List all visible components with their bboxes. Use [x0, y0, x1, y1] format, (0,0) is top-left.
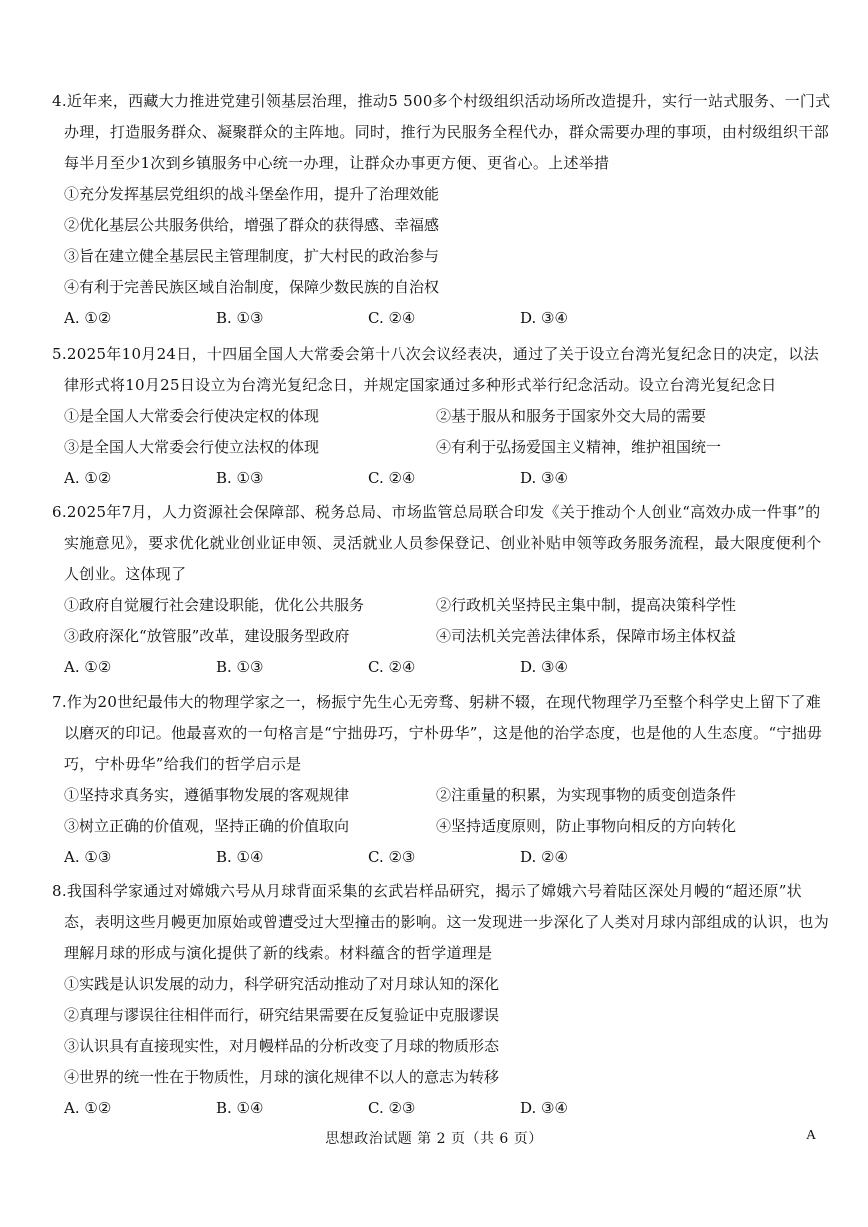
answer-b[interactable]: B. ①③: [216, 658, 264, 676]
option-4: ④世界的统一性在于物质性，月球的演化规律不以人的意志为转移: [64, 1068, 500, 1086]
option-row: [64, 621, 832, 652]
question-text: 近年来，西藏大力推进党建引领基层治理，推动5 500多个村级组织活动场所改造提升，实行一站式服务、一门式办理，打造服务群众、凝聚群众的主阵地。同时，推行为民服务全程代办，群众需要办理的事项，由村级组织干部每半月至少1次到乡镇服务中心统一办理，让群众办事更方便、更省心。上述举措: [64, 92, 831, 172]
option-4: ④坚持适度原则，防止事物向相反的方向转化: [436, 817, 737, 835]
answer-d[interactable]: D. ③④: [520, 309, 568, 327]
answer-c[interactable]: C. ②③: [368, 848, 416, 866]
question-number: 4.: [52, 92, 67, 110]
question-stem: [52, 876, 832, 969]
question-stem: [52, 86, 832, 179]
option-4: ④司法机关完善法律体系，保障市场主体权益: [436, 627, 737, 645]
option-2: ②真理与谬误往往相伴而行，研究结果需要在反复验证中克服谬误: [64, 1006, 500, 1024]
question-6: [52, 497, 832, 683]
option-row: [64, 432, 832, 463]
answer-b[interactable]: B. ①④: [216, 1099, 264, 1117]
option-1: ①政府自觉履行社会建设职能，优化公共服务: [64, 596, 365, 614]
option-2: ②基于服从和服务于国家外交大局的需要: [436, 407, 707, 425]
answer-d[interactable]: D. ③④: [520, 658, 568, 676]
question-number: 6.: [52, 503, 67, 521]
question-text: 2025年7月，人力资源社会保障部、税务总局、市场监管总局联合印发《关于推动个人创业“高效办成一件事”的实施意见》，要求优化就业创业证申领、灵活就业人员参保登记、创业补贴申领等政务服务流程，最大限度便利个人创业。这体现了: [64, 503, 822, 583]
option-row: [64, 401, 832, 432]
answer-a[interactable]: A. ①②: [64, 1099, 112, 1117]
answer-c[interactable]: C. ②③: [368, 1099, 416, 1117]
question-text: 作为20世纪最伟大的物理学家之一，杨振宁先生心无旁骛、躬耕不辍，在现代物理学乃至整个科学史上留下了难以磨灭的印记。他最喜欢的一句格言是“宁拙毋巧，宁朴毋华”，这是他的治学态度，也是他的人生态度。“宁拙毋巧，宁朴毋华”给我们的哲学启示是: [64, 693, 823, 773]
page-footer: [0, 1128, 868, 1148]
question-number: 5.: [52, 345, 67, 363]
answer-a[interactable]: A. ①②: [64, 469, 112, 487]
question-8: [52, 876, 832, 1124]
option-3: ③是全国人大常委会行使立法权的体现: [64, 438, 320, 456]
answer-choices: [64, 842, 832, 873]
question-number: 7.: [52, 693, 67, 711]
answer-choices: [64, 463, 832, 494]
answer-a[interactable]: A. ①②: [64, 309, 112, 327]
option-2: ②注重量的积累，为实现事物的质变创造条件: [436, 786, 737, 804]
answer-b[interactable]: B. ①③: [216, 309, 264, 327]
answer-choices: [64, 652, 832, 683]
option-row: [64, 811, 832, 842]
option-3: ③政府深化“放管服”改革，建设服务型政府: [64, 627, 350, 645]
answer-d[interactable]: D. ③④: [520, 1099, 568, 1117]
answer-choices: [64, 303, 832, 334]
option-row: [64, 780, 832, 811]
question-text: 我国科学家通过对嫦娥六号从月球背面采集的玄武岩样品研究，揭示了嫦娥六号着陆区深处月幔的“超还原”状态，表明这些月幔更加原始或曾遭受过大型撞击的影响。这一发现进一步深化了人类对月球内部组成的认识，也为理解月球的形成与演化提供了新的线索。材料蕴含的哲学道理是: [64, 882, 830, 962]
answer-c[interactable]: C. ②④: [368, 469, 416, 487]
option-1: ①是全国人大常委会行使决定权的体现: [64, 407, 320, 425]
question-7: [52, 687, 832, 873]
option-row: [64, 590, 832, 621]
option-1: ①充分发挥基层党组织的战斗堡垒作用，提升了治理效能: [64, 185, 440, 203]
option-4: ④有利于完善民族区域自治制度，保障少数民族的自治权: [64, 278, 440, 296]
answer-choices: [64, 1093, 832, 1124]
question-stem: [52, 497, 832, 590]
paper-version: A: [806, 1128, 817, 1143]
option-2: ②行政机关坚持民主集中制，提高决策科学性: [436, 596, 737, 614]
question-number: 8.: [52, 882, 67, 900]
answer-d[interactable]: D. ②④: [520, 848, 568, 866]
question-text: 2025年10月24日，十四届全国人大常委会第十八次会议经表决，通过了关于设立台湾光复纪念日的决定，以法律形式将10月25日设立为台湾光复纪念日，并规定国家通过多种形式举行纪念活动。设立台湾光复纪念日: [64, 345, 819, 394]
option-1: ①坚持求真务实，遵循事物发展的客观规律: [64, 786, 350, 804]
option-3: ③认识具有直接现实性，对月幔样品的分析改变了月球的物质形态: [64, 1037, 500, 1055]
option-1: ①实践是认识发展的动力，科学研究活动推动了对月球认知的深化: [64, 975, 500, 993]
answer-c[interactable]: C. ②④: [368, 309, 416, 327]
question-4: [52, 86, 832, 334]
option-2: ②优化基层公共服务供给，增强了群众的获得感、幸福感: [64, 216, 440, 234]
question-stem: [52, 687, 832, 780]
option-3: ③树立正确的价值观，坚持正确的价值取向: [64, 817, 350, 835]
option-3: ③旨在建立健全基层民主管理制度，扩大村民的政治参与: [64, 247, 440, 265]
option-4: ④有利于弘扬爱国主义精神，维护祖国统一: [436, 438, 722, 456]
answer-a[interactable]: A. ①②: [64, 658, 112, 676]
question-5: [52, 339, 832, 494]
answer-d[interactable]: D. ③④: [520, 469, 568, 487]
answer-b[interactable]: B. ①③: [216, 469, 264, 487]
answer-b[interactable]: B. ①④: [216, 848, 264, 866]
question-stem: [52, 339, 832, 401]
answer-a[interactable]: A. ①③: [64, 848, 112, 866]
answer-c[interactable]: C. ②④: [368, 658, 416, 676]
page-number-label: 思想政治试题 第 2 页（共 6 页）: [325, 1131, 543, 1147]
